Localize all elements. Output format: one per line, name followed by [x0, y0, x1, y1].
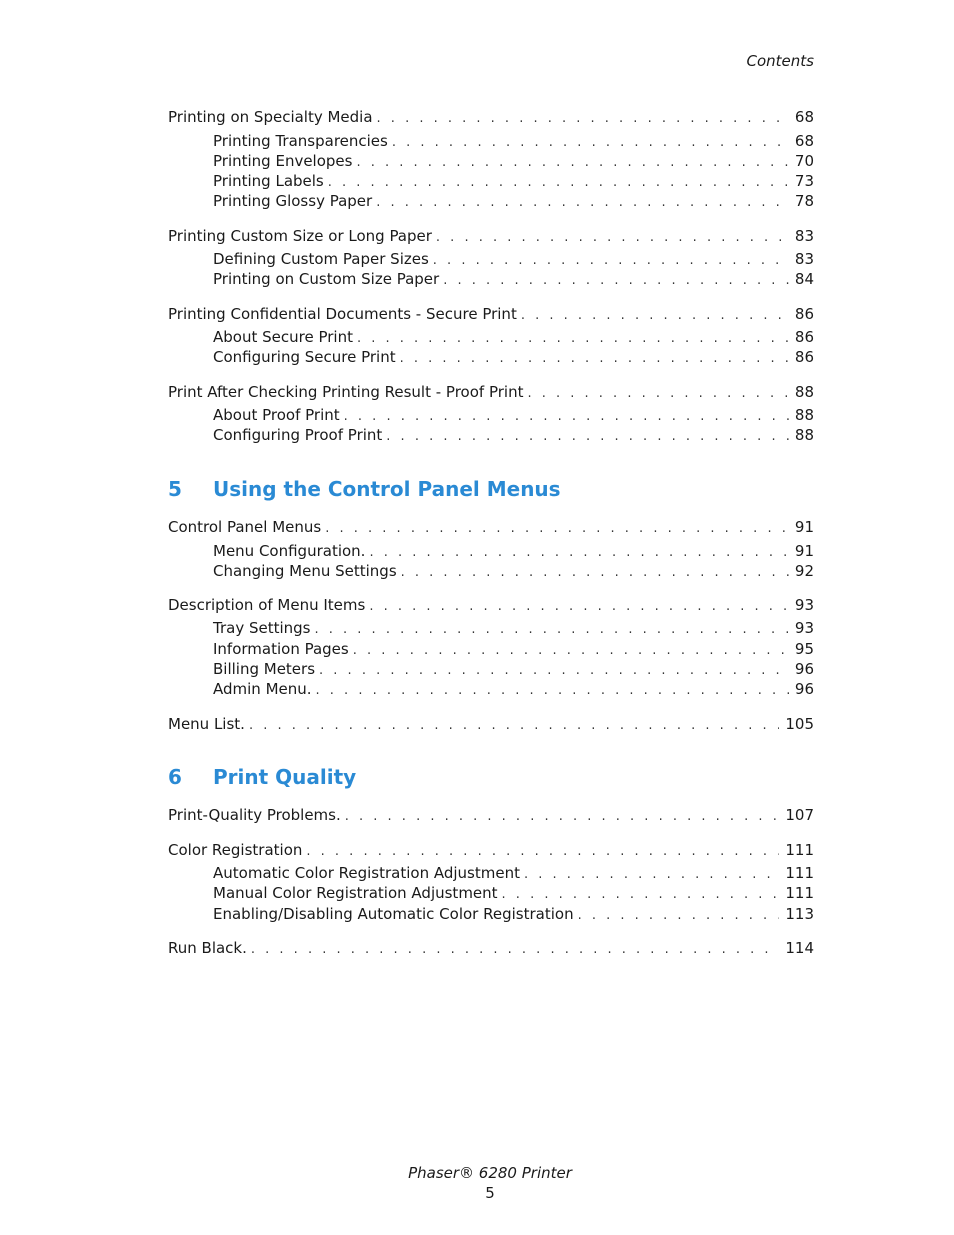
dot-leader: [377, 109, 789, 129]
toc-subentry-about-secure-print[interactable]: [213, 327, 814, 347]
toc-subentry-printing-transparencies[interactable]: [213, 131, 814, 151]
dot-leader: [369, 543, 788, 563]
toc-entry-page: 96: [794, 660, 814, 678]
dot-leader: [401, 563, 789, 583]
chapter-number: 6: [168, 765, 182, 789]
toc-entry-page: 84: [794, 270, 814, 288]
toc-entry-title: Printing Custom Size or Long Paper: [168, 227, 432, 245]
toc-entry-title: Color Registration: [168, 841, 303, 859]
toc-entry-title: Printing Envelopes: [213, 152, 353, 170]
dot-leader: [386, 427, 789, 447]
toc-entry-title: Printing Transparencies: [213, 132, 388, 150]
dot-leader: [345, 807, 780, 827]
dot-leader: [357, 329, 789, 349]
toc-entry-title: Print-Quality Problems.: [168, 806, 341, 824]
page-footer: [0, 1163, 954, 1203]
dot-leader: [521, 306, 789, 326]
toc-subentry-automatic-color-registration[interactable]: [213, 863, 814, 883]
dot-leader: [433, 251, 789, 271]
running-header: Contents: [746, 52, 814, 70]
dot-leader: [400, 349, 789, 369]
dot-leader: [249, 716, 779, 736]
toc-entry-page: 114: [785, 939, 814, 957]
toc-entry-page: 111: [785, 841, 814, 859]
toc-entry-page: 107: [785, 806, 814, 824]
footer-page-number: 5: [485, 1184, 495, 1202]
dot-leader: [527, 384, 788, 404]
toc-entry-title: Configuring Proof Print: [213, 426, 383, 444]
toc-subentry-defining-custom-paper-sizes[interactable]: [213, 249, 814, 269]
toc-entry-title: Configuring Secure Print: [213, 348, 396, 366]
toc-subentry-printing-on-custom-size-paper[interactable]: [213, 269, 814, 289]
toc-entry-title: About Proof Print: [213, 406, 340, 424]
toc-entry-title: Printing on Custom Size Paper: [213, 270, 440, 288]
toc-entry-page: 91: [794, 542, 814, 560]
dot-leader: [392, 133, 789, 153]
toc-entry-page: 113: [785, 905, 814, 923]
chapter-title: Print Quality: [213, 765, 357, 789]
dot-leader: [325, 519, 789, 539]
toc-entry-printing-on-specialty-media[interactable]: [168, 107, 814, 127]
toc-entry-page: 86: [794, 348, 814, 366]
dot-leader: [251, 940, 779, 960]
dot-leader: [316, 681, 789, 701]
dot-leader: [578, 906, 780, 926]
toc-entry-title: Printing Labels: [213, 172, 324, 190]
toc-entry-print-quality-problems[interactable]: [168, 805, 814, 825]
toc-entry-page: 111: [785, 884, 814, 902]
dot-leader: [306, 842, 779, 862]
toc-subentry-configuring-proof-print[interactable]: [213, 425, 814, 445]
toc-entry-page: 86: [794, 305, 814, 323]
toc-entry-control-panel-menus[interactable]: [168, 517, 814, 537]
footer-product-name: Phaser® 6280 Printer: [408, 1164, 572, 1182]
toc-entry-title: Menu List.: [168, 715, 245, 733]
toc-entry-page: 78: [794, 192, 814, 210]
toc-entry-page: 93: [794, 596, 814, 614]
dot-leader: [443, 271, 789, 291]
toc-entry-page: 93: [794, 619, 814, 637]
toc-entry-title: Description of Menu Items: [168, 596, 366, 614]
toc-entry-page: 83: [794, 250, 814, 268]
toc-entry-title: Admin Menu.: [213, 680, 312, 698]
dot-leader: [436, 228, 789, 248]
toc-entry-description-of-menu-items[interactable]: [168, 595, 814, 615]
toc-entry-title: Printing on Specialty Media: [168, 108, 373, 126]
chapter-heading-5[interactable]: [168, 476, 561, 502]
toc-entry-page: 91: [794, 518, 814, 536]
toc-entry-page: 95: [794, 640, 814, 658]
dot-leader: [376, 193, 789, 213]
toc-entry-title: Menu Configuration.: [213, 542, 366, 560]
dot-leader: [344, 407, 789, 427]
toc-subentry-configuring-secure-print[interactable]: [213, 347, 814, 367]
toc-subentry-printing-envelopes[interactable]: [213, 151, 814, 171]
toc-subentry-menu-configuration[interactable]: [213, 541, 814, 561]
toc-entry-title: Automatic Color Registration Adjustment: [213, 864, 520, 882]
toc-subentry-changing-menu-settings[interactable]: [213, 561, 814, 581]
toc-subentry-admin-menu[interactable]: [213, 679, 814, 699]
toc-entry-title: About Secure Print: [213, 328, 353, 346]
chapter-title: Using the Control Panel Menus: [213, 477, 561, 501]
toc-subentry-information-pages[interactable]: [213, 639, 814, 659]
toc-entry-title: Enabling/Disabling Automatic Color Registration: [213, 905, 574, 923]
toc-entry-title: Changing Menu Settings: [213, 562, 397, 580]
toc-entry-title: Control Panel Menus: [168, 518, 322, 536]
toc-entry-page: 105: [785, 715, 814, 733]
dot-leader: [502, 885, 780, 905]
toc-subentry-printing-labels[interactable]: [213, 171, 814, 191]
toc-entry-title: Print After Checking Printing Result - Proof Print: [168, 383, 524, 401]
toc-entry-proof-print[interactable]: [168, 382, 814, 402]
toc-entry-page: 92: [794, 562, 814, 580]
toc-subentry-manual-color-registration[interactable]: [213, 883, 814, 903]
toc-entry-title: Manual Color Registration Adjustment: [213, 884, 498, 902]
toc-entry-menu-list[interactable]: [168, 714, 814, 734]
toc-entry-page: 73: [794, 172, 814, 190]
dot-leader: [353, 641, 789, 661]
toc-subentry-printing-glossy-paper[interactable]: [213, 191, 814, 211]
toc-entry-page: 68: [794, 108, 814, 126]
dot-leader: [369, 597, 789, 617]
toc-entry-page: 88: [794, 426, 814, 444]
chapter-number: 5: [168, 477, 182, 501]
toc-entry-secure-print[interactable]: [168, 304, 814, 324]
toc-entry-title: Printing Glossy Paper: [213, 192, 373, 210]
toc-entry-page: 88: [794, 383, 814, 401]
toc-entry-run-black[interactable]: [168, 938, 814, 958]
toc-entry-title: Information Pages: [213, 640, 349, 658]
toc-entry-page: 88: [794, 406, 814, 424]
toc-entry-color-registration[interactable]: [168, 840, 814, 860]
toc-entry-page: 70: [794, 152, 814, 170]
chapter-heading-6[interactable]: [168, 764, 356, 790]
toc-entry-page: 111: [785, 864, 814, 882]
toc-entry-title: Tray Settings: [213, 619, 311, 637]
dot-leader: [356, 153, 788, 173]
toc-entry-page: 68: [794, 132, 814, 150]
dot-leader: [315, 620, 789, 640]
toc-entry-printing-custom-size[interactable]: [168, 226, 814, 246]
toc-entry-page: 86: [794, 328, 814, 346]
dot-leader: [328, 173, 789, 193]
toc-entry-page: 83: [794, 227, 814, 245]
dot-leader: [319, 661, 789, 681]
toc-subentry-about-proof-print[interactable]: [213, 405, 814, 425]
toc-subentry-tray-settings[interactable]: [213, 618, 814, 638]
toc-subentry-enabling-disabling-color-registration[interactable]: [213, 904, 814, 924]
dot-leader: [524, 865, 779, 885]
toc-subentry-billing-meters[interactable]: [213, 659, 814, 679]
toc-entry-title: Defining Custom Paper Sizes: [213, 250, 429, 268]
toc-entry-title: Printing Confidential Documents - Secure Print: [168, 305, 517, 323]
toc-entry-title: Run Black.: [168, 939, 247, 957]
toc-entry-title: Billing Meters: [213, 660, 316, 678]
toc-entry-page: 96: [794, 680, 814, 698]
